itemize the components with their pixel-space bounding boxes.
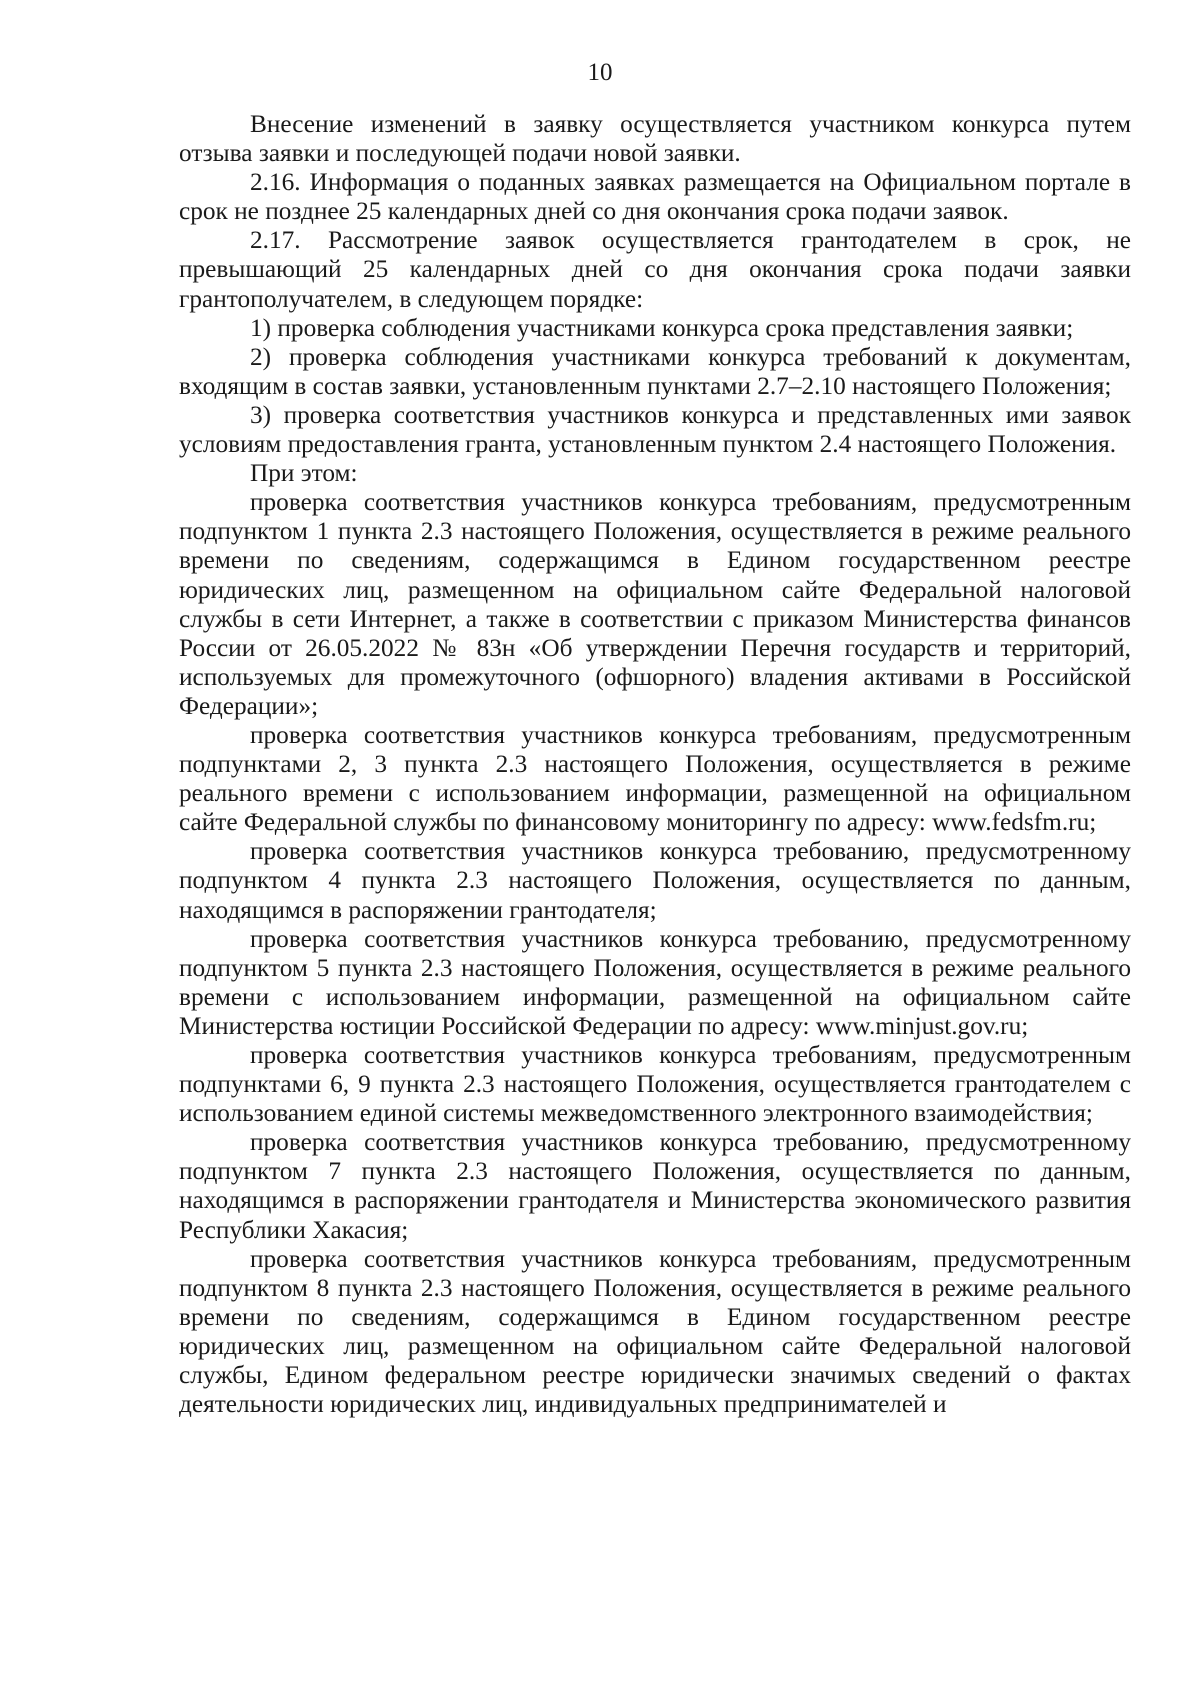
paragraph-8: проверка соответствия участников конкурса требованиям, предусмотренным подпунктом 1 пункта 2.3 настоящего Положения, осуществляется в режиме реального времени по сведениям, содержащимся в Едином государственном реестре юридических лиц, размещенном на официальном сайте Федеральной налоговой службы в сети Интернет, а также в соответствии с приказом Министерства финансов России от 26.05.2022 № 83н «Об утверждении Перечня государств и территорий, используемых для промежуточного (офшорного) владения активами в Российской Федерации»; xyxy=(179,488,1131,720)
paragraph-2: 2.16. Информация о поданных заявках размещается на Официальном портале в срок не позднее 25 календарных дней со дня окончания срока подачи заявок. xyxy=(179,168,1131,226)
paragraph-13: проверка соответствия участников конкурса требованию, предусмотренному подпунктом 7 пункта 2.3 настоящего Положения, осуществляется по данным, находящимся в распоряжении грантодателя и Министерства экономического развития Республики Хакасия; xyxy=(179,1128,1131,1244)
paragraph-3: 2.17. Рассмотрение заявок осуществляется грантодателем в срок, не превышающий 25 календарных дней со дня окончания срока подачи заявки грантополучателем, в следующем порядке: xyxy=(179,226,1131,313)
paragraph-10: проверка соответствия участников конкурса требованию, предусмотренному подпунктом 4 пункта 2.3 настоящего Положения, осуществляется по данным, находящимся в распоряжении грантодателя; xyxy=(179,837,1131,924)
paragraph-1: Внесение изменений в заявку осуществляется участником конкурса путем отзыва заявки и последующей подачи новой заявки. xyxy=(179,110,1131,168)
paragraph-14: проверка соответствия участников конкурса требованиям, предусмотренным подпунктом 8 пункта 2.3 настоящего Положения, осуществляется в режиме реального времени по сведениям, содержащимся в Едином государственном реестре юридических лиц, размещенном на официальном сайте Федеральной налоговой службы, Едином федеральном реестре юридически значимых сведений о фактах деятельности юридических лиц, индивидуальных предпринимателей и xyxy=(179,1244,1131,1419)
paragraph-6: 3) проверка соответствия участников конкурса и представленных ими заявок условиям предоставления гранта, установленным пунктом 2.4 настоящего Положения. xyxy=(179,400,1131,459)
paragraph-11: проверка соответствия участников конкурса требованию, предусмотренному подпунктом 5 пункта 2.3 настоящего Положения, осуществляется в режиме реального времени с использованием информации, размещенной на официальном сайте Министерства юстиции Российской Федерации по адресу: www.minjust.gov.ru; xyxy=(179,924,1131,1040)
paragraph-4: 1) проверка соблюдения участниками конкурса срока представления заявки; xyxy=(250,313,1074,342)
paragraph-9: проверка соответствия участников конкурса требованиям, предусмотренным подпунктами 2, 3 пункта 2.3 настоящего Положения, осуществляется в режиме реального времени с использованием информации, размещенной на официальном сайте Федеральной службы по финансовому мониторингу по адресу: www.fedsfm.ru; xyxy=(179,720,1131,837)
paragraph-12: проверка соответствия участников конкурса требованиям, предусмотренным подпунктами 6, 9 пункта 2.3 настоящего Положения, осуществляется грантодателем с использованием единой системы межведомственного электронного взаимодействия; xyxy=(179,1041,1131,1128)
page-number: 10 xyxy=(587,59,613,86)
paragraph-7: При этом: xyxy=(250,459,358,488)
document-body xyxy=(179,110,1131,1419)
paragraph-5: 2) проверка соблюдения участниками конкурса требований к документам, входящим в состав заявки, установленным пунктами 2.7–2.10 настоящего Положения; xyxy=(179,342,1131,400)
